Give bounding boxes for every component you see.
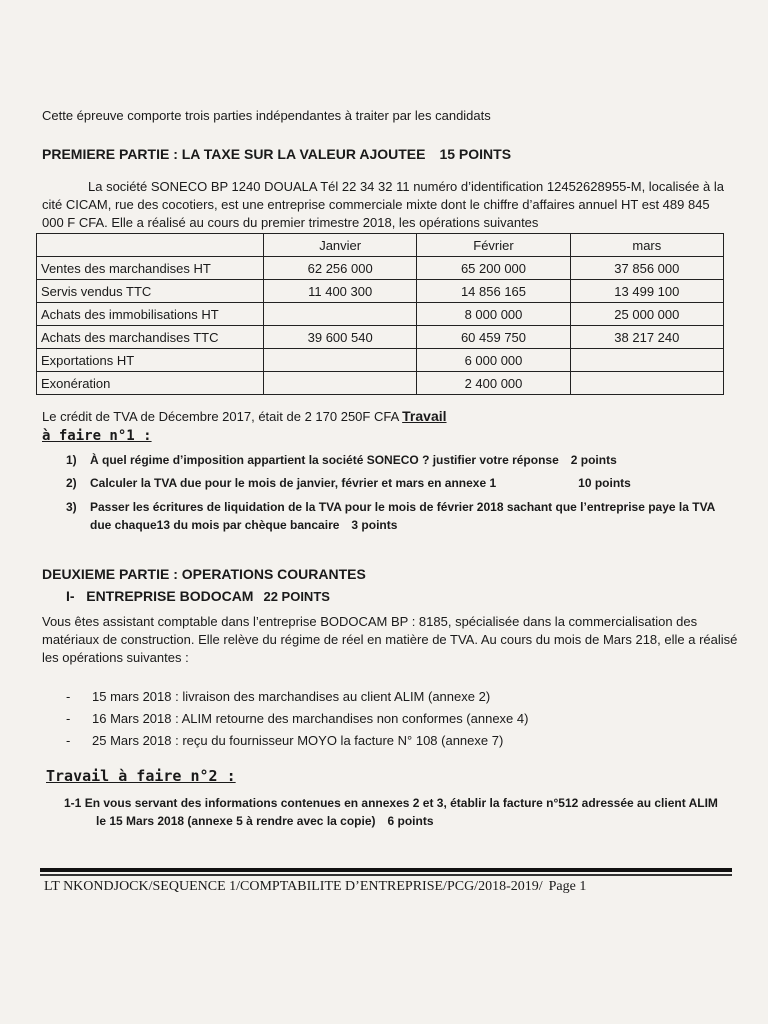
table-cell: 65 200 000 <box>417 257 570 280</box>
operations-list <box>66 686 528 752</box>
table-row <box>37 280 724 303</box>
table-cell: Achats des marchandises TTC <box>37 326 264 349</box>
operations-table <box>36 233 724 395</box>
question-1 <box>66 451 617 469</box>
table-cell: Ventes des marchandises HT <box>37 257 264 280</box>
table-cell: Servis vendus TTC <box>37 280 264 303</box>
table-cell <box>570 349 723 372</box>
table-cell: Exonération <box>37 372 264 395</box>
part1-heading <box>42 146 511 162</box>
table-header-cell: mars <box>570 234 723 257</box>
part1-title: PREMIERE PARTIE : LA TAXE SUR LA VALEUR AJOUTEE <box>42 146 426 162</box>
question-text: En vous servant des informations contenues en annexes 2 et 3, établir la facture n°512 adressée au client ALIM <box>84 796 718 810</box>
table-cell: 13 499 100 <box>570 280 723 303</box>
question-number: 3) <box>66 500 77 514</box>
question-points: 2 points <box>570 453 617 467</box>
table-cell: 60 459 750 <box>417 326 570 349</box>
question-2 <box>66 474 631 492</box>
table-row <box>37 372 724 395</box>
question-1-1-cont <box>96 814 434 828</box>
table-cell: 39 600 540 <box>264 326 417 349</box>
intro-text: Cette épreuve comporte trois parties indépendantes à traiter par les candidats <box>42 108 491 123</box>
table-cell: 38 217 240 <box>570 326 723 349</box>
list-item: - 15 mars 2018 : livraison des marchandises au client ALIM (annexe 2) <box>66 689 491 704</box>
question-3 <box>66 498 715 516</box>
table-cell: 62 256 000 <box>264 257 417 280</box>
table-cell: 25 000 000 <box>570 303 723 326</box>
question-points: 10 points <box>578 476 631 490</box>
page-number: Page 1 <box>548 879 587 894</box>
question-text: due chaque13 du mois par chèque bancaire <box>90 518 340 532</box>
list-item-text: 25 Mars 2018 : reçu du fournisseur MOYO la facture N° 108 (annexe 7) <box>92 733 504 748</box>
list-item: - 25 Mars 2018 : reçu du fournisseur MOYO la facture N° 108 (annexe 7) <box>66 733 504 748</box>
list-item-text: 15 mars 2018 : livraison des marchandises au client ALIM (annexe 2) <box>92 689 491 704</box>
part2-points: 22 POINTS <box>263 589 330 604</box>
table-cell <box>570 372 723 395</box>
question-text: Passer les écritures de liquidation de la TVA pour le mois de février 2018 sachant que l’entreprise paye la TVA <box>90 500 716 514</box>
footer-rule-thick <box>40 868 732 872</box>
travail-label: Travail <box>402 408 447 424</box>
table-header-cell: Janvier <box>264 234 417 257</box>
table-cell: 2 400 000 <box>417 372 570 395</box>
table-cell <box>264 303 417 326</box>
question-number: 1) <box>66 453 77 467</box>
footer-text: LT NKONDJOCK/SEQUENCE 1/COMPTABILITE D’ENTREPRISE/PCG/2018-2019/ <box>44 879 543 894</box>
question-1-1 <box>64 794 718 812</box>
question-points: 3 points <box>351 518 398 532</box>
table-cell: 8 000 000 <box>417 303 570 326</box>
travail-heading-1: à faire n°1 : <box>42 428 152 444</box>
question-3-cont <box>90 516 397 534</box>
question-points: 6 points <box>387 814 434 828</box>
table-cell: 11 400 300 <box>264 280 417 303</box>
part2-paragraph: Vous êtes assistant comptable dans l’entreprise BODOCAM BP : 8185, spécialisée dans la commercialisation des matériaux de construction. Elle relève du régime de réel en matière de TVA. Au cours du mois de Mars 218, elle a réalisé les opérations suivantes : <box>42 614 738 665</box>
table-cell: 14 856 165 <box>417 280 570 303</box>
table-header-cell <box>37 234 264 257</box>
table-cell: Exportations HT <box>37 349 264 372</box>
question-text: le 15 Mars 2018 (annexe 5 à rendre avec la copie) <box>96 814 376 828</box>
table-row <box>37 326 724 349</box>
list-item-text: 16 Mars 2018 : ALIM retourne des marchandises non conformes (annexe 4) <box>92 711 529 726</box>
credit-text: Le crédit de TVA de Décembre 2017, était de 2 170 250F CFA <box>42 409 399 424</box>
question-number: 1-1 <box>64 796 82 810</box>
table-header-cell: Février <box>417 234 570 257</box>
table-cell <box>264 372 417 395</box>
footer <box>44 879 586 895</box>
part2-subheading <box>66 588 330 604</box>
table-row <box>37 257 724 280</box>
question-text: À quel régime d’imposition appartient la société SONECO ? justifier votre réponse <box>90 453 559 467</box>
part1-paragraph-text: La société SONECO BP 1240 DOUALA Tél 22 34 32 11 numéro d’identification 12452628955-M, localisée à la cité CICAM, rue des cocotiers, est une entreprise commerciale mixte dont le chiffre d’affaires annuel HT est 489 845 000 F CFA. Elle a réalisé au cours du premier trimestre 2018, les opérations suivantes <box>42 179 724 230</box>
list-item: - 16 Mars 2018 : ALIM retourne des marchandises non conformes (annexe 4) <box>66 711 529 726</box>
travail-heading-2: Travail à faire n°2 : <box>46 767 236 785</box>
credit-line <box>42 408 447 424</box>
question-number: 2) <box>66 476 77 490</box>
table-header-row <box>37 234 724 257</box>
question-text: Calculer la TVA due pour le mois de janvier, février et mars en annexe 1 <box>90 476 497 490</box>
part2-heading: DEUXIEME PARTIE : OPERATIONS COURANTES <box>42 566 366 582</box>
part2-sub-number: I- <box>66 588 75 604</box>
part1-paragraph <box>42 178 732 232</box>
table-cell: Achats des immobilisations HT <box>37 303 264 326</box>
table-cell: 6 000 000 <box>417 349 570 372</box>
table-cell: 37 856 000 <box>570 257 723 280</box>
part1-points: 15 POINTS <box>439 146 512 162</box>
footer-rule-thin <box>40 874 732 876</box>
table-cell <box>264 349 417 372</box>
table-row <box>37 303 724 326</box>
table-row <box>37 349 724 372</box>
part2-subtitle: ENTREPRISE BODOCAM <box>86 588 254 604</box>
